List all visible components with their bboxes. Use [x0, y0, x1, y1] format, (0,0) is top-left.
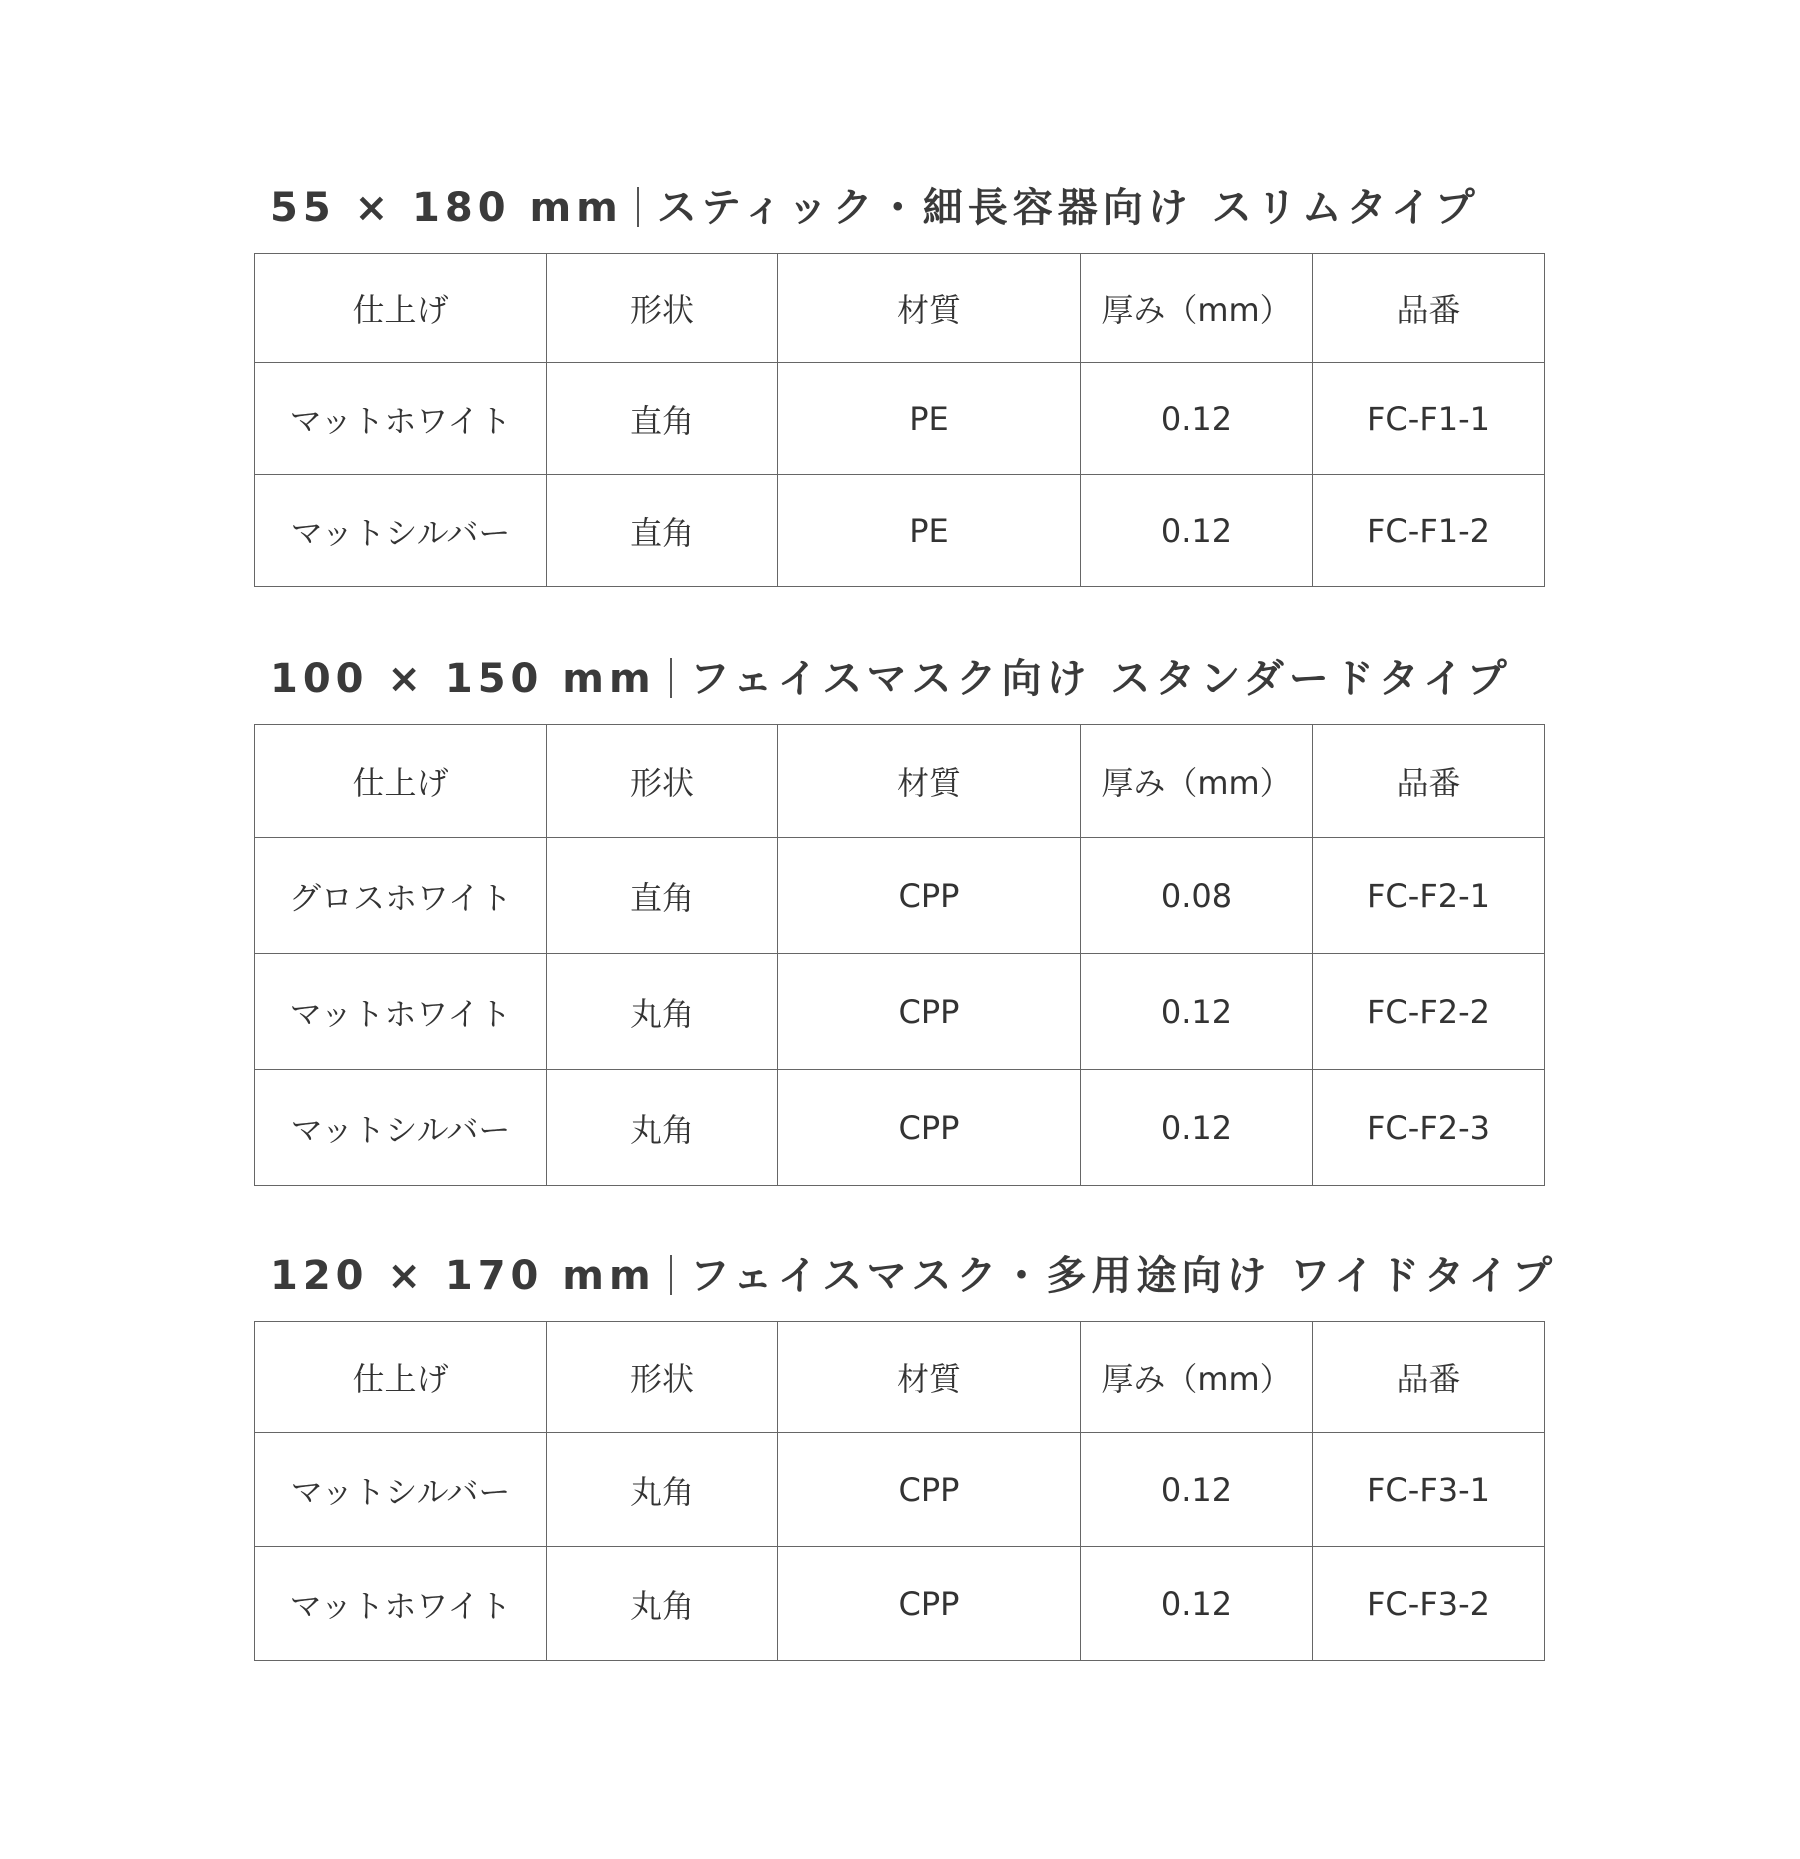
header-part-number: 品番: [1313, 1322, 1545, 1433]
cell-thickness: 0.12: [1081, 1433, 1313, 1547]
spec-table: [254, 1321, 1545, 1661]
cell-thickness: 0.12: [1081, 954, 1313, 1070]
section-description: フェイスマスク向け スタンダードタイプ: [689, 656, 1512, 702]
header-part-number: 品番: [1313, 254, 1545, 363]
cell-material: PE: [778, 475, 1081, 587]
cell-shape: 丸角: [547, 1547, 778, 1661]
cell-material: CPP: [778, 1547, 1081, 1661]
header-part-number: 品番: [1313, 725, 1545, 838]
cell-part-number: FC-F3-1: [1313, 1433, 1545, 1547]
header-finish: 仕上げ: [255, 725, 547, 838]
cell-shape: 直角: [547, 838, 778, 954]
header-thickness: 厚み（mm）: [1081, 725, 1313, 838]
cell-thickness: 0.08: [1081, 838, 1313, 954]
title-separator: [670, 1255, 672, 1295]
title-separator: [670, 658, 672, 698]
table-header-row: [255, 725, 1545, 838]
section-size: 55 × 180 mm: [270, 185, 623, 231]
cell-finish: マットホワイト: [255, 1547, 547, 1661]
header-finish: 仕上げ: [255, 1322, 547, 1433]
section-size: 120 × 170 mm: [270, 1253, 656, 1299]
cell-shape: 直角: [547, 475, 778, 587]
cell-thickness: 0.12: [1081, 363, 1313, 475]
table-row: [255, 363, 1545, 475]
section-description: フェイスマスク・多用途向け ワイドタイプ: [689, 1253, 1558, 1299]
section-size: 100 × 150 mm: [270, 656, 656, 702]
cell-material: CPP: [778, 1433, 1081, 1547]
spec-section-2: [254, 643, 1544, 1183]
spec-section-3: [254, 1240, 1558, 1660]
cell-part-number: FC-F3-2: [1313, 1547, 1545, 1661]
cell-material: CPP: [778, 838, 1081, 954]
cell-finish: マットホワイト: [255, 954, 547, 1070]
spec-table: [254, 253, 1545, 587]
cell-material: PE: [778, 363, 1081, 475]
section-title: [270, 172, 1480, 244]
header-shape: 形状: [547, 725, 778, 838]
section-title: [270, 1240, 1557, 1312]
cell-thickness: 0.12: [1081, 1547, 1313, 1661]
cell-finish: マットホワイト: [255, 363, 547, 475]
cell-finish: グロスホワイト: [255, 838, 547, 954]
table-header-row: [255, 254, 1545, 363]
cell-shape: 丸角: [547, 954, 778, 1070]
cell-finish: マットシルバー: [255, 1433, 547, 1547]
cell-finish: マットシルバー: [255, 1070, 547, 1186]
cell-part-number: FC-F2-1: [1313, 838, 1545, 954]
cell-finish: マットシルバー: [255, 475, 547, 587]
table-row: [255, 475, 1545, 587]
section-title: [270, 643, 1512, 715]
header-shape: 形状: [547, 1322, 778, 1433]
cell-part-number: FC-F2-2: [1313, 954, 1545, 1070]
spec-section-1: [254, 172, 1544, 588]
cell-part-number: FC-F2-3: [1313, 1070, 1545, 1186]
cell-material: CPP: [778, 954, 1081, 1070]
cell-part-number: FC-F1-1: [1313, 363, 1545, 475]
header-material: 材質: [778, 254, 1081, 363]
header-material: 材質: [778, 1322, 1081, 1433]
header-thickness: 厚み（mm）: [1081, 1322, 1313, 1433]
table-row: [255, 954, 1545, 1070]
section-description: スティック・細長容器向け スリムタイプ: [656, 185, 1480, 231]
table-row: [255, 1547, 1545, 1661]
table-row: [255, 838, 1545, 954]
header-thickness: 厚み（mm）: [1081, 254, 1313, 363]
cell-thickness: 0.12: [1081, 1070, 1313, 1186]
cell-thickness: 0.12: [1081, 475, 1313, 587]
cell-shape: 直角: [547, 363, 778, 475]
header-material: 材質: [778, 725, 1081, 838]
table-row: [255, 1433, 1545, 1547]
header-finish: 仕上げ: [255, 254, 547, 363]
cell-shape: 丸角: [547, 1070, 778, 1186]
table-header-row: [255, 1322, 1545, 1433]
table-row: [255, 1070, 1545, 1186]
title-separator: [637, 187, 639, 227]
cell-part-number: FC-F1-2: [1313, 475, 1545, 587]
spec-table: [254, 724, 1545, 1186]
cell-material: CPP: [778, 1070, 1081, 1186]
header-shape: 形状: [547, 254, 778, 363]
cell-shape: 丸角: [547, 1433, 778, 1547]
